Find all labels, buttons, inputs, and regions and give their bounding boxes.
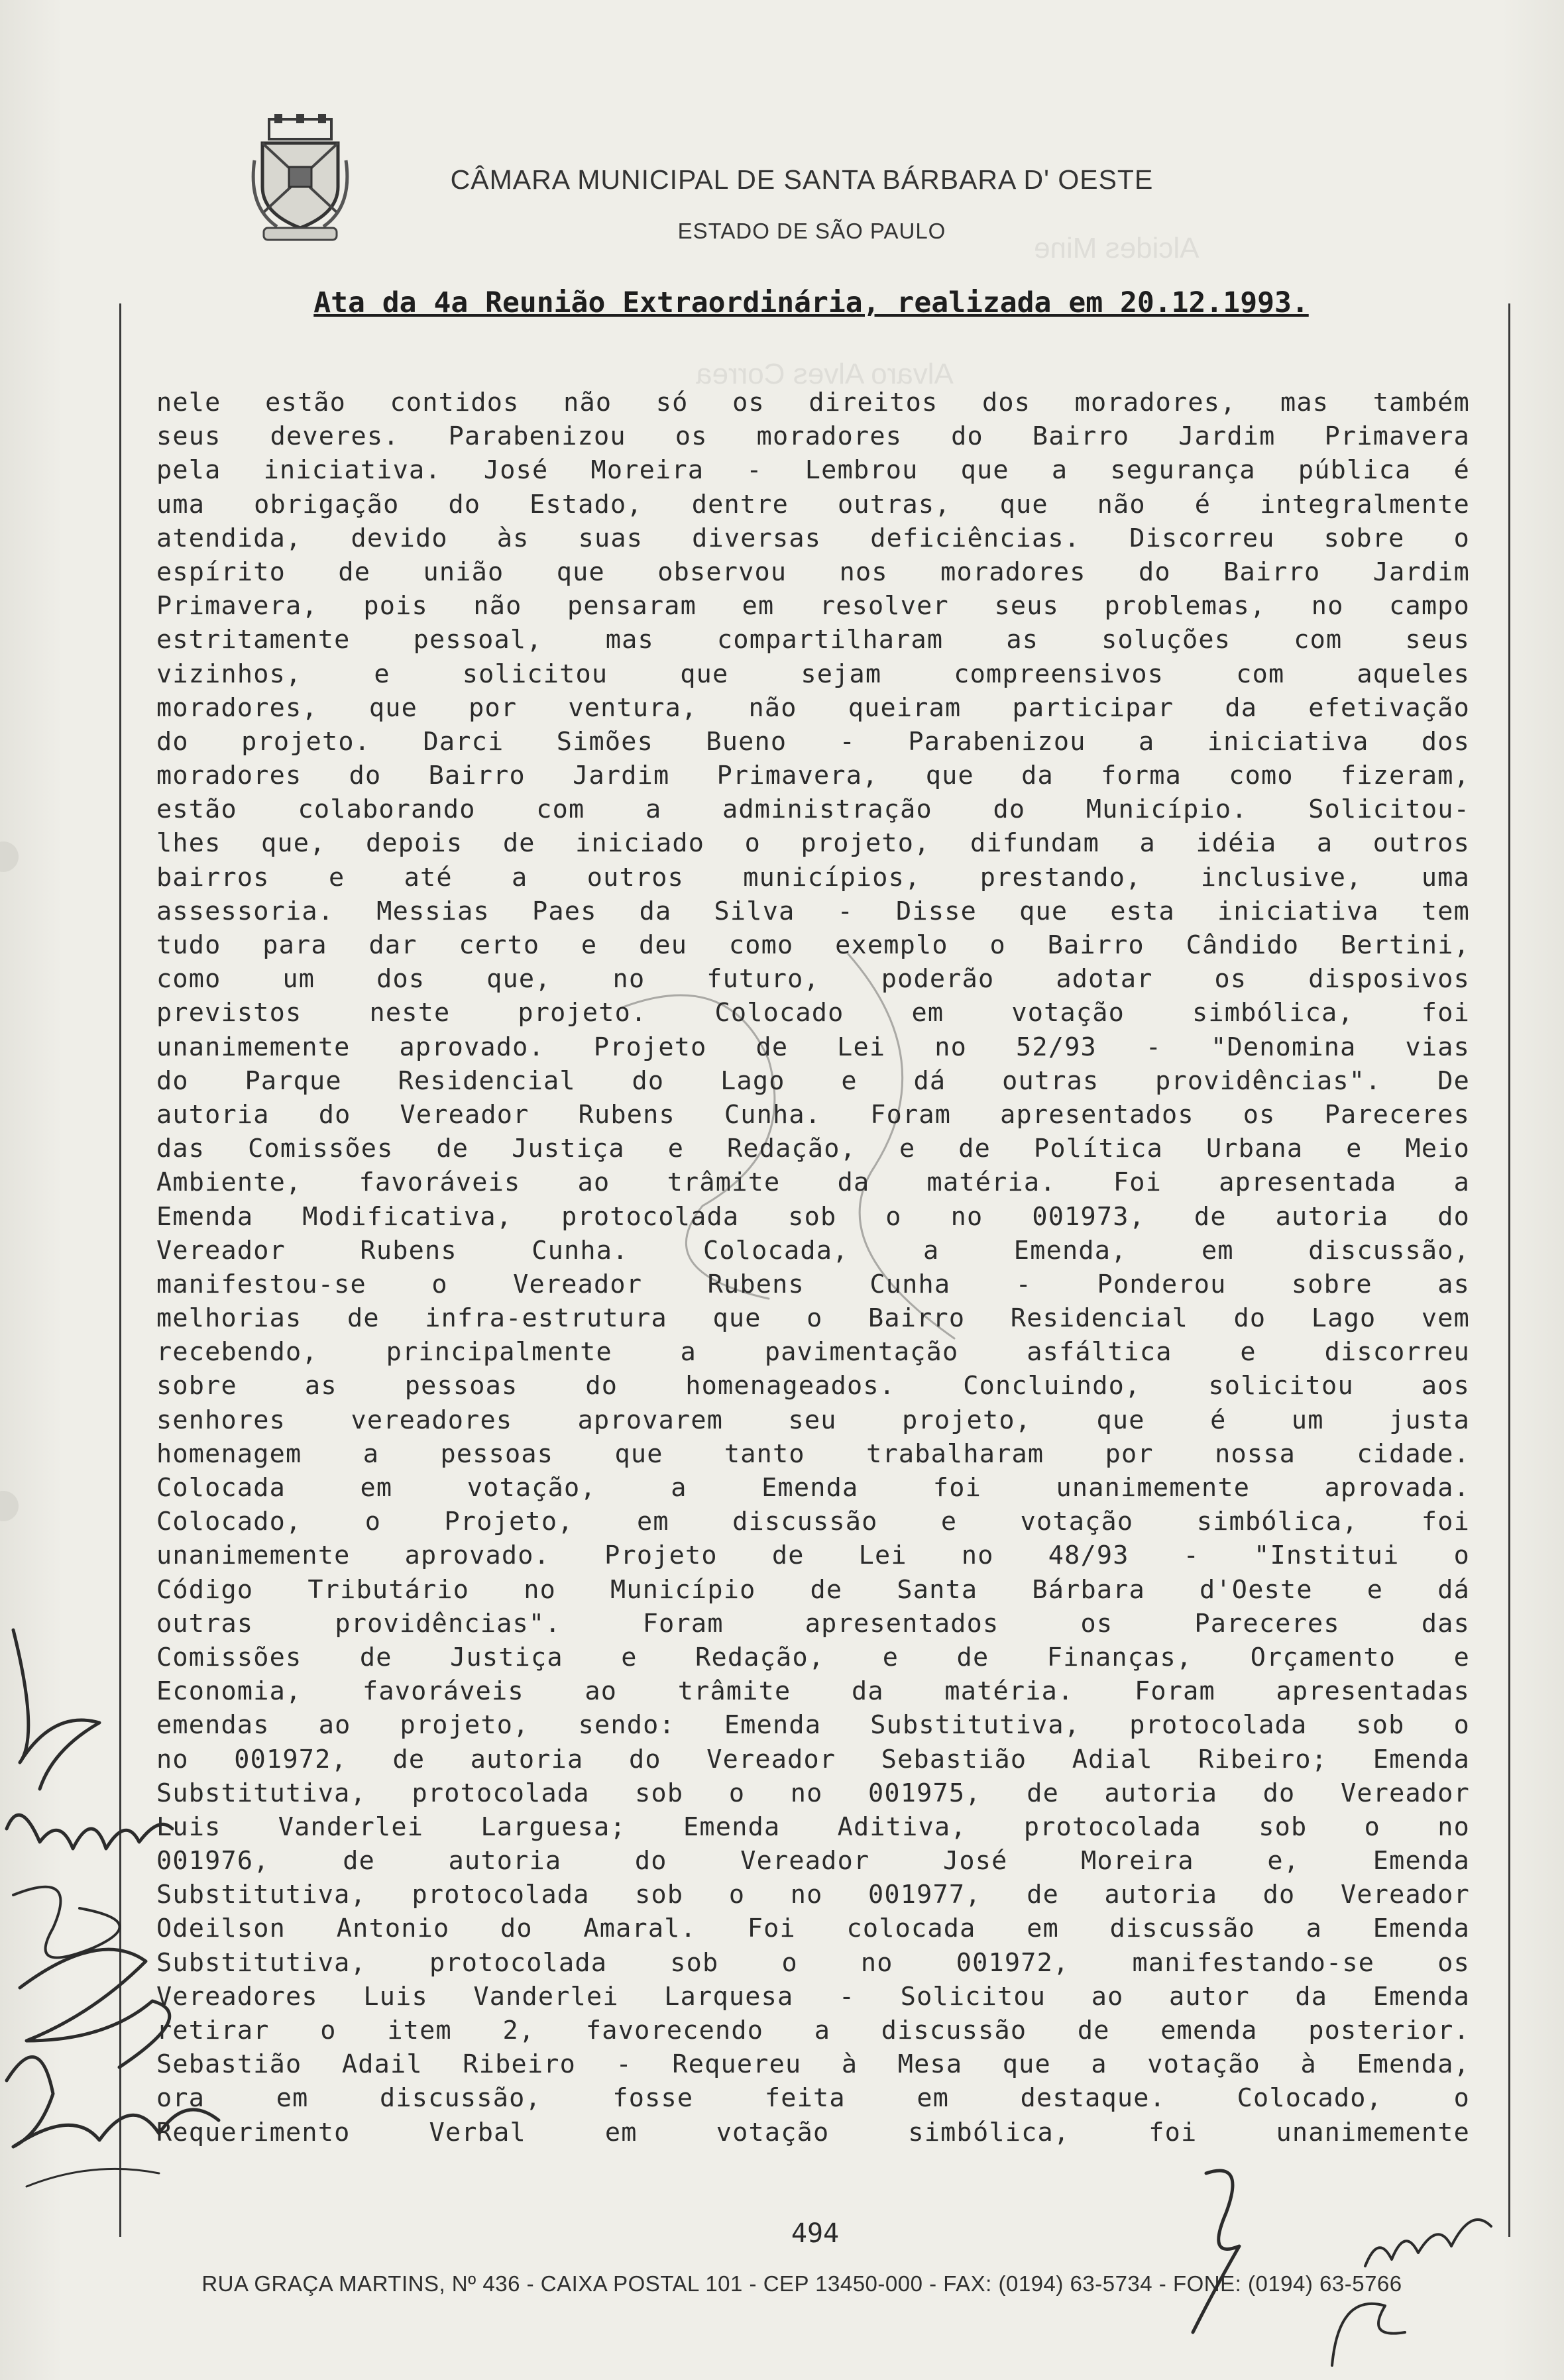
body-line: espírito de união que observou nos moradores do Bairro Jardim <box>156 557 1470 587</box>
page-number: 494 <box>791 2218 840 2249</box>
body-line: unanimemente aprovado. Projeto de Lei no 52/93 - "Denomina vias <box>156 1032 1470 1062</box>
body-line: previstos neste projeto. Colocado em votação simbólica, foi <box>156 998 1470 1028</box>
body-line: Vereador Rubens Cunha. Colocada, a Emenda, em discussão, <box>156 1235 1470 1266</box>
footer-address: RUA GRAÇA MARTINS, Nº 436 - CAIXA POSTAL 101 - CEP 13450-000 - FAX: (0194) 63-5734 - FONE: (0194) 63-5766 <box>201 2271 1402 2296</box>
body-line: Ambiente, favoráveis ao trâmite da matéria. Foi apresentada a <box>156 1167 1470 1198</box>
body-line: Odeilson Antonio do Amaral. Foi colocada em discussão a Emenda <box>156 1914 1470 1944</box>
footer-signatures <box>1166 2147 1511 2372</box>
body-line: estão colaborando com a administração do Município. Solicitou- <box>156 794 1470 825</box>
organization-name: CÂMARA MUNICIPAL DE SANTA BÁRBARA D' OESTE <box>450 164 1154 195</box>
municipal-coat-of-arms-icon <box>251 114 350 244</box>
signature-stroke <box>20 1949 170 2067</box>
body-line: Emenda Modificativa, protocolada sob o no 001973, de autoria do <box>156 1201 1470 1232</box>
body-line: Código Tributário no Município de Santa Bárbara d'Oeste e dá <box>156 1574 1470 1605</box>
body-line: homenagem a pessoas que tanto trabalharam por nossa cidade. <box>156 1438 1470 1469</box>
body-line: Colocada em votação, a Emenda foi unanimemente aprovada. <box>156 1473 1470 1503</box>
body-line: Luis Vanderlei Larguesa; Emenda Aditiva, protocolada sob o no <box>156 1812 1470 1842</box>
signature-stroke <box>848 954 954 1338</box>
bleed-through-name: Alcides Mine <box>1034 232 1200 264</box>
body-line: como um dos que, no futuro, poderão adotar os disposivos <box>156 964 1470 995</box>
right-margin-rule <box>1508 303 1510 2237</box>
body-line: Primavera, pois não pensaram em resolver seus problemas, no campo <box>156 591 1470 622</box>
body-line: Vereadores Luis Vanderlei Larquesa - Solicitou ao autor da Emenda <box>156 1981 1470 2012</box>
body-line: Colocado, o Projeto, em discussão e votação simbólica, foi <box>156 1507 1470 1537</box>
body-line: atendida, devido às suas diversas deficiências. Discorreu sobre o <box>156 523 1470 553</box>
body-line: senhores vereadores aprovarem seu projeto, que é um justa <box>156 1405 1470 1435</box>
signature-stroke <box>1365 2220 1491 2266</box>
signature-stroke <box>623 995 775 1299</box>
body-line: tudo para dar certo e deu como exemplo o Bairro Cândido Bertini, <box>156 930 1470 960</box>
body-line: do projeto. Darci Simões Bueno - Parabenizou a iniciativa dos <box>156 726 1470 757</box>
body-line: autoria do Vereador Rubens Cunha. Foram apresentados os Pareceres <box>156 1099 1470 1130</box>
signature-stroke <box>13 1630 99 1789</box>
body-line: sobre as pessoas do homenageados. Concluindo, solicitou aos <box>156 1371 1470 1401</box>
body-line: manifestou-se o Vereador Rubens Cunha - Ponderou sobre as <box>156 1269 1470 1299</box>
body-line: ora em discussão, fosse feita em destaque. Colocado, o <box>156 2083 1470 2114</box>
body-line: retirar o item 2, favorecendo a discussão de emenda posterior. <box>156 2016 1470 2045</box>
body-line: vizinhos, e solicitou que sejam compreensivos com aqueles <box>156 659 1470 689</box>
signature-stroke <box>13 1887 120 1958</box>
body-line: bairros e até a outros municípios, prestando, inclusive, uma <box>156 862 1470 892</box>
body-line: Substitutiva, protocolada sob o no 001972, manifestando-se os <box>156 1947 1470 1978</box>
body-line: Substitutiva, protocolada sob o no 001975, de autoria do Vereador <box>156 1778 1470 1808</box>
body-line: 001976, de autoria do Vereador José Moreira e, Emenda <box>156 1846 1470 1876</box>
body-line: nele estão contidos não só os direitos dos moradores, mas também <box>156 388 1470 417</box>
body-line: das Comissões de Justiça e Redação, e de Política Urbana e Meio <box>156 1134 1470 1164</box>
body-line: assessoria. Messias Paes da Silva - Disse que esta iniciativa tem <box>156 896 1470 926</box>
body-line: do Parque Residencial do Lago e dá outras providências". De <box>156 1065 1470 1096</box>
body-line: Economia, favoráveis ao trâmite da matéria. Foram apresentadas <box>156 1676 1470 1707</box>
signature-stroke <box>1332 2304 1405 2365</box>
body-line: moradores, que por ventura, não queiram participar da efetivação <box>156 692 1470 723</box>
body-line: outras providências". Foram apresentados os Pareceres das <box>156 1608 1470 1639</box>
body-line: pela iniciativa. José Moreira - Lembrou que a segurança pública é <box>156 455 1470 486</box>
body-line: uma obrigação do Estado, dentre outras, que não é integralmente <box>156 489 1470 519</box>
body-line: Comissões de Justiça e Redação, e de Finanças, Orçamento e <box>156 1642 1470 1672</box>
body-line: estritamente pessoal, mas compartilharam as soluções com seus <box>156 625 1470 655</box>
body-line: lhes que, depois de iniciado o projeto, difundam a idéia a outros <box>156 828 1470 859</box>
signature-stroke <box>7 1815 172 1849</box>
body-line: emendas ao projeto, sendo: Emenda Substitutiva, protocolada sob o <box>156 1710 1470 1741</box>
bleed-through-name: Alvaro Alves Correa <box>696 358 954 390</box>
body-line: unanimemente aprovado. Projeto de Lei no 48/93 - "Institui o <box>156 1541 1470 1571</box>
body-line: Requerimento Verbal em votação simbólica, foi unanimemente <box>156 2117 1470 2147</box>
organization-state: ESTADO DE SÃO PAULO <box>677 219 946 243</box>
minutes-title: Ata da 4a Reunião Extraordinária, realizada em 20.12.1993. <box>313 286 1309 319</box>
body-line: Sebastião Adail Ribeiro - Requereu à Mesa que a votação à Emenda, <box>156 2049 1470 2080</box>
signature-stroke <box>1193 2171 1239 2332</box>
margin-signatures <box>0 1617 239 2253</box>
signature-stroke <box>7 2057 219 2147</box>
signature-stroke <box>27 2169 159 2187</box>
faint-signature-strokes <box>596 928 1060 1656</box>
body-line: melhorias de infra-estrutura que o Bairro Residencial do Lago vem <box>156 1303 1470 1334</box>
body-line: recebendo, principalmente a pavimentação asfáltica e discorreu <box>156 1337 1470 1368</box>
body-line: seus deveres. Parabenizou os moradores do Bairro Jardim Primavera <box>156 421 1470 452</box>
body-line: Substitutiva, protocolada sob o no 001977, de autoria do Vereador <box>156 1880 1470 1910</box>
body-line: no 001972, de autoria do Vereador Sebastião Adial Ribeiro; Emenda <box>156 1744 1470 1774</box>
body-line: moradores do Bairro Jardim Primavera, que da forma como fizeram, <box>156 761 1470 791</box>
